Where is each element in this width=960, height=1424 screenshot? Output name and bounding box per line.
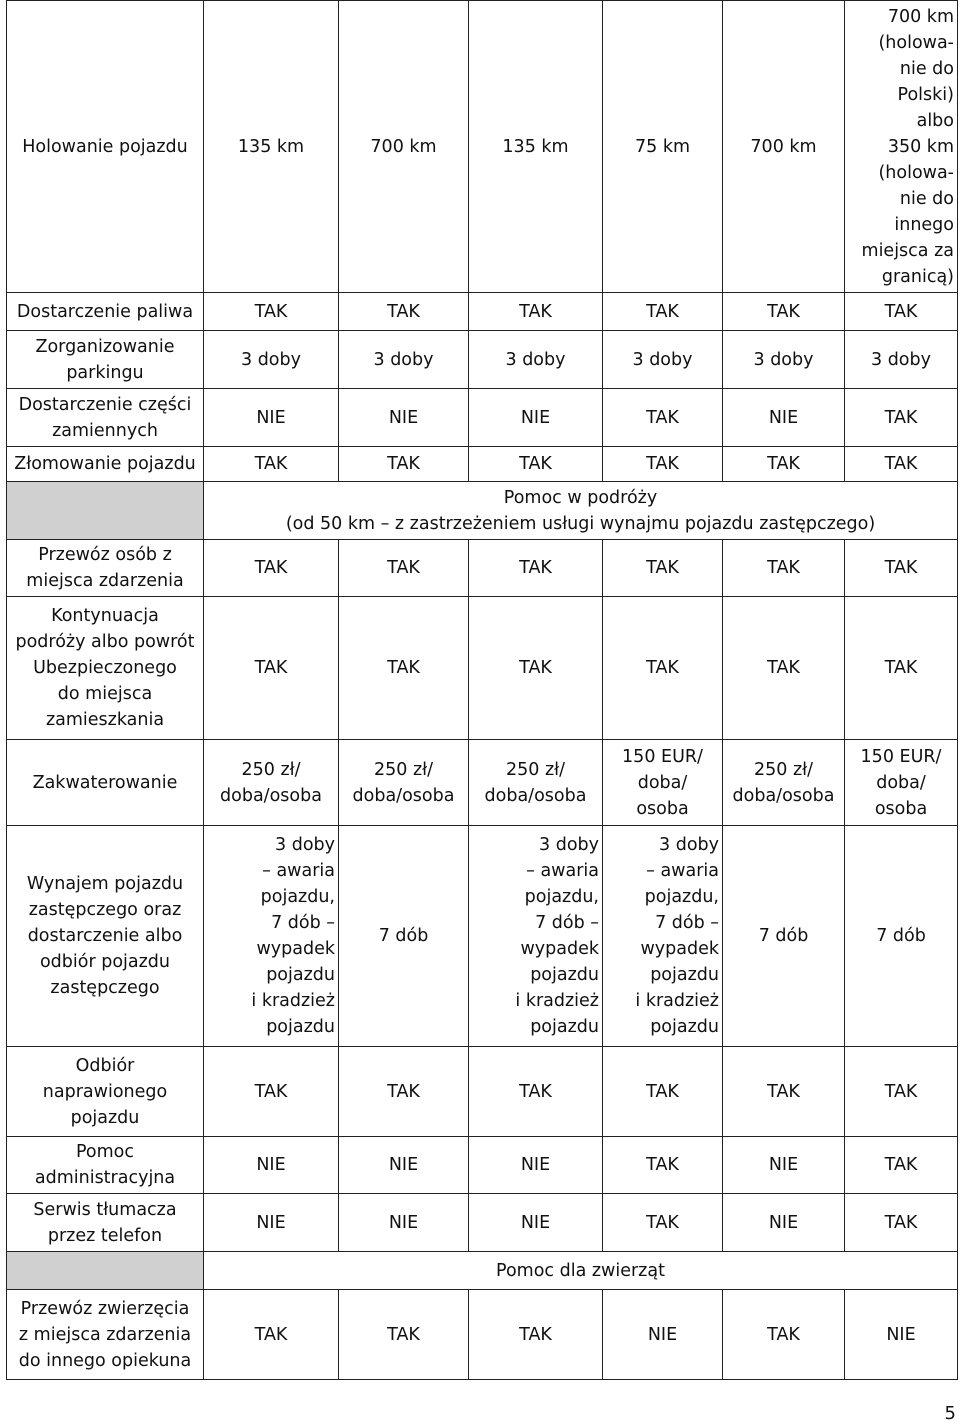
cell: TAK (339, 540, 469, 597)
table-row-parts (7, 389, 958, 447)
section-travel-heading-line1: Pomoc w podróży (503, 487, 658, 508)
cell: TAK (339, 447, 469, 482)
cell: TAK (845, 1194, 958, 1252)
cell: 250 zł/ doba/osoba (204, 740, 339, 826)
table-row-rental (7, 826, 958, 1047)
cell: NIE (339, 1194, 469, 1252)
cell: TAK (603, 389, 723, 447)
cell: TAK (204, 1290, 339, 1380)
cell: NIE (469, 389, 603, 447)
cell: TAK (845, 1137, 958, 1194)
cell: TAK (845, 389, 958, 447)
cell: TAK (339, 597, 469, 740)
table-row-transport (7, 540, 958, 597)
cell: 3 doby (603, 331, 723, 389)
section-header-blank (7, 1252, 204, 1290)
table-row-continuation (7, 597, 958, 740)
row-label-parts: Dostarczenie części zamiennych (7, 389, 204, 447)
cell: TAK (723, 1290, 845, 1380)
cell: TAK (723, 293, 845, 331)
row-label-parking: Zorganizowanie parkingu (7, 331, 204, 389)
cell: 250 zł/ doba/osoba (723, 740, 845, 826)
cell: NIE (845, 1290, 958, 1380)
row-label-pickup: Odbiór naprawionego pojazdu (7, 1047, 204, 1137)
cell: TAK (723, 447, 845, 482)
cell: 3 doby – awaria pojazdu, 7 dób – wypadek pojazdu i kradzież pojazdu (603, 826, 723, 1047)
cell: NIE (204, 1194, 339, 1252)
cell: TAK (603, 1047, 723, 1137)
cell: TAK (603, 540, 723, 597)
page-number: 5 (944, 1403, 956, 1424)
cell: NIE (204, 1137, 339, 1194)
table-row-parking (7, 331, 958, 389)
cell: NIE (603, 1290, 723, 1380)
cell: TAK (469, 597, 603, 740)
cell: TAK (204, 447, 339, 482)
table-row-fuel (7, 293, 958, 331)
cell: 7 dób (723, 826, 845, 1047)
table-row-translator (7, 1194, 958, 1252)
cell: TAK (204, 540, 339, 597)
cell: TAK (204, 1047, 339, 1137)
cell: TAK (339, 1290, 469, 1380)
cell: 250 zł/ doba/osoba (339, 740, 469, 826)
cell: TAK (469, 1290, 603, 1380)
row-label-continuation: Kontynuacja podróży albo powrót Ubezpieczonego do miejsca zamieszkania (7, 597, 204, 740)
row-label-scrapping: Złomowanie pojazdu (7, 447, 204, 482)
cell: NIE (339, 389, 469, 447)
section-travel-header-row (7, 482, 958, 540)
cell: TAK (723, 1047, 845, 1137)
cell: TAK (845, 540, 958, 597)
section-animals-heading: Pomoc dla zwierząt (204, 1252, 958, 1290)
cell: 3 doby (723, 331, 845, 389)
cell: TAK (845, 293, 958, 331)
cell: TAK (845, 597, 958, 740)
cell: 700 km (339, 1, 469, 293)
row-label-fuel: Dostarczenie paliwa (7, 293, 204, 331)
cell: 700 km (holowa- nie do Polski) albo 350 km (holowa- nie do innego miejsca za granicą) (845, 1, 958, 293)
cell: 250 zł/ doba/osoba (469, 740, 603, 826)
cell: TAK (339, 293, 469, 331)
cell: TAK (469, 447, 603, 482)
section-header-blank (7, 482, 204, 540)
row-label-animal-transport: Przewóz zwierzęcia z miejsca zdarzenia do innego opiekuna (7, 1290, 204, 1380)
cell: NIE (723, 1137, 845, 1194)
cell: TAK (469, 1047, 603, 1137)
cell: TAK (603, 447, 723, 482)
table-row-admin (7, 1137, 958, 1194)
assistance-table (6, 0, 958, 1380)
cell: TAK (845, 447, 958, 482)
table-row-towing (7, 1, 958, 293)
section-travel-heading (204, 482, 958, 540)
cell: 135 km (204, 1, 339, 293)
cell: 3 doby (339, 331, 469, 389)
cell: NIE (723, 389, 845, 447)
cell: TAK (603, 1194, 723, 1252)
cell: TAK (603, 293, 723, 331)
cell: TAK (469, 540, 603, 597)
row-label-transport: Przewóz osób z miejsca zdarzenia (7, 540, 204, 597)
row-label-translator: Serwis tłumacza przez telefon (7, 1194, 204, 1252)
cell: NIE (469, 1194, 603, 1252)
row-label-accommodation: Zakwaterowanie (7, 740, 204, 826)
section-travel-heading-line2: (od 50 km – z zastrzeżeniem usługi wynajmu pojazdu zastępczego) (285, 513, 876, 534)
cell: 3 doby (204, 331, 339, 389)
cell: TAK (204, 597, 339, 740)
cell: 3 doby (845, 331, 958, 389)
cell: NIE (469, 1137, 603, 1194)
cell: TAK (603, 1137, 723, 1194)
cell: 135 km (469, 1, 603, 293)
cell: NIE (204, 389, 339, 447)
table-row-accommodation (7, 740, 958, 826)
cell: 75 km (603, 1, 723, 293)
cell: 3 doby – awaria pojazdu, 7 dób – wypadek pojazdu i kradzież pojazdu (204, 826, 339, 1047)
cell: 150 EUR/ doba/ osoba (845, 740, 958, 826)
row-label-towing: Holowanie pojazdu (7, 1, 204, 293)
section-animals-header-row (7, 1252, 958, 1290)
cell: TAK (845, 1047, 958, 1137)
cell: 700 km (723, 1, 845, 293)
row-label-admin: Pomoc administracyjna (7, 1137, 204, 1194)
cell: TAK (469, 293, 603, 331)
cell: NIE (339, 1137, 469, 1194)
cell: 7 dób (339, 826, 469, 1047)
table-row-scrapping (7, 447, 958, 482)
cell: TAK (339, 1047, 469, 1137)
cell: 150 EUR/ doba/ osoba (603, 740, 723, 826)
row-label-rental: Wynajem pojazdu zastępczego oraz dostarczenie albo odbiór pojazdu zastępczego (7, 826, 204, 1047)
cell: TAK (204, 293, 339, 331)
cell: 7 dób (845, 826, 958, 1047)
cell: 3 doby (469, 331, 603, 389)
cell: 3 doby – awaria pojazdu, 7 dób – wypadek pojazdu i kradzież pojazdu (469, 826, 603, 1047)
table-row-animal-transport (7, 1290, 958, 1380)
cell: TAK (723, 540, 845, 597)
cell: NIE (723, 1194, 845, 1252)
cell: TAK (723, 597, 845, 740)
table-row-pickup (7, 1047, 958, 1137)
cell: TAK (603, 597, 723, 740)
